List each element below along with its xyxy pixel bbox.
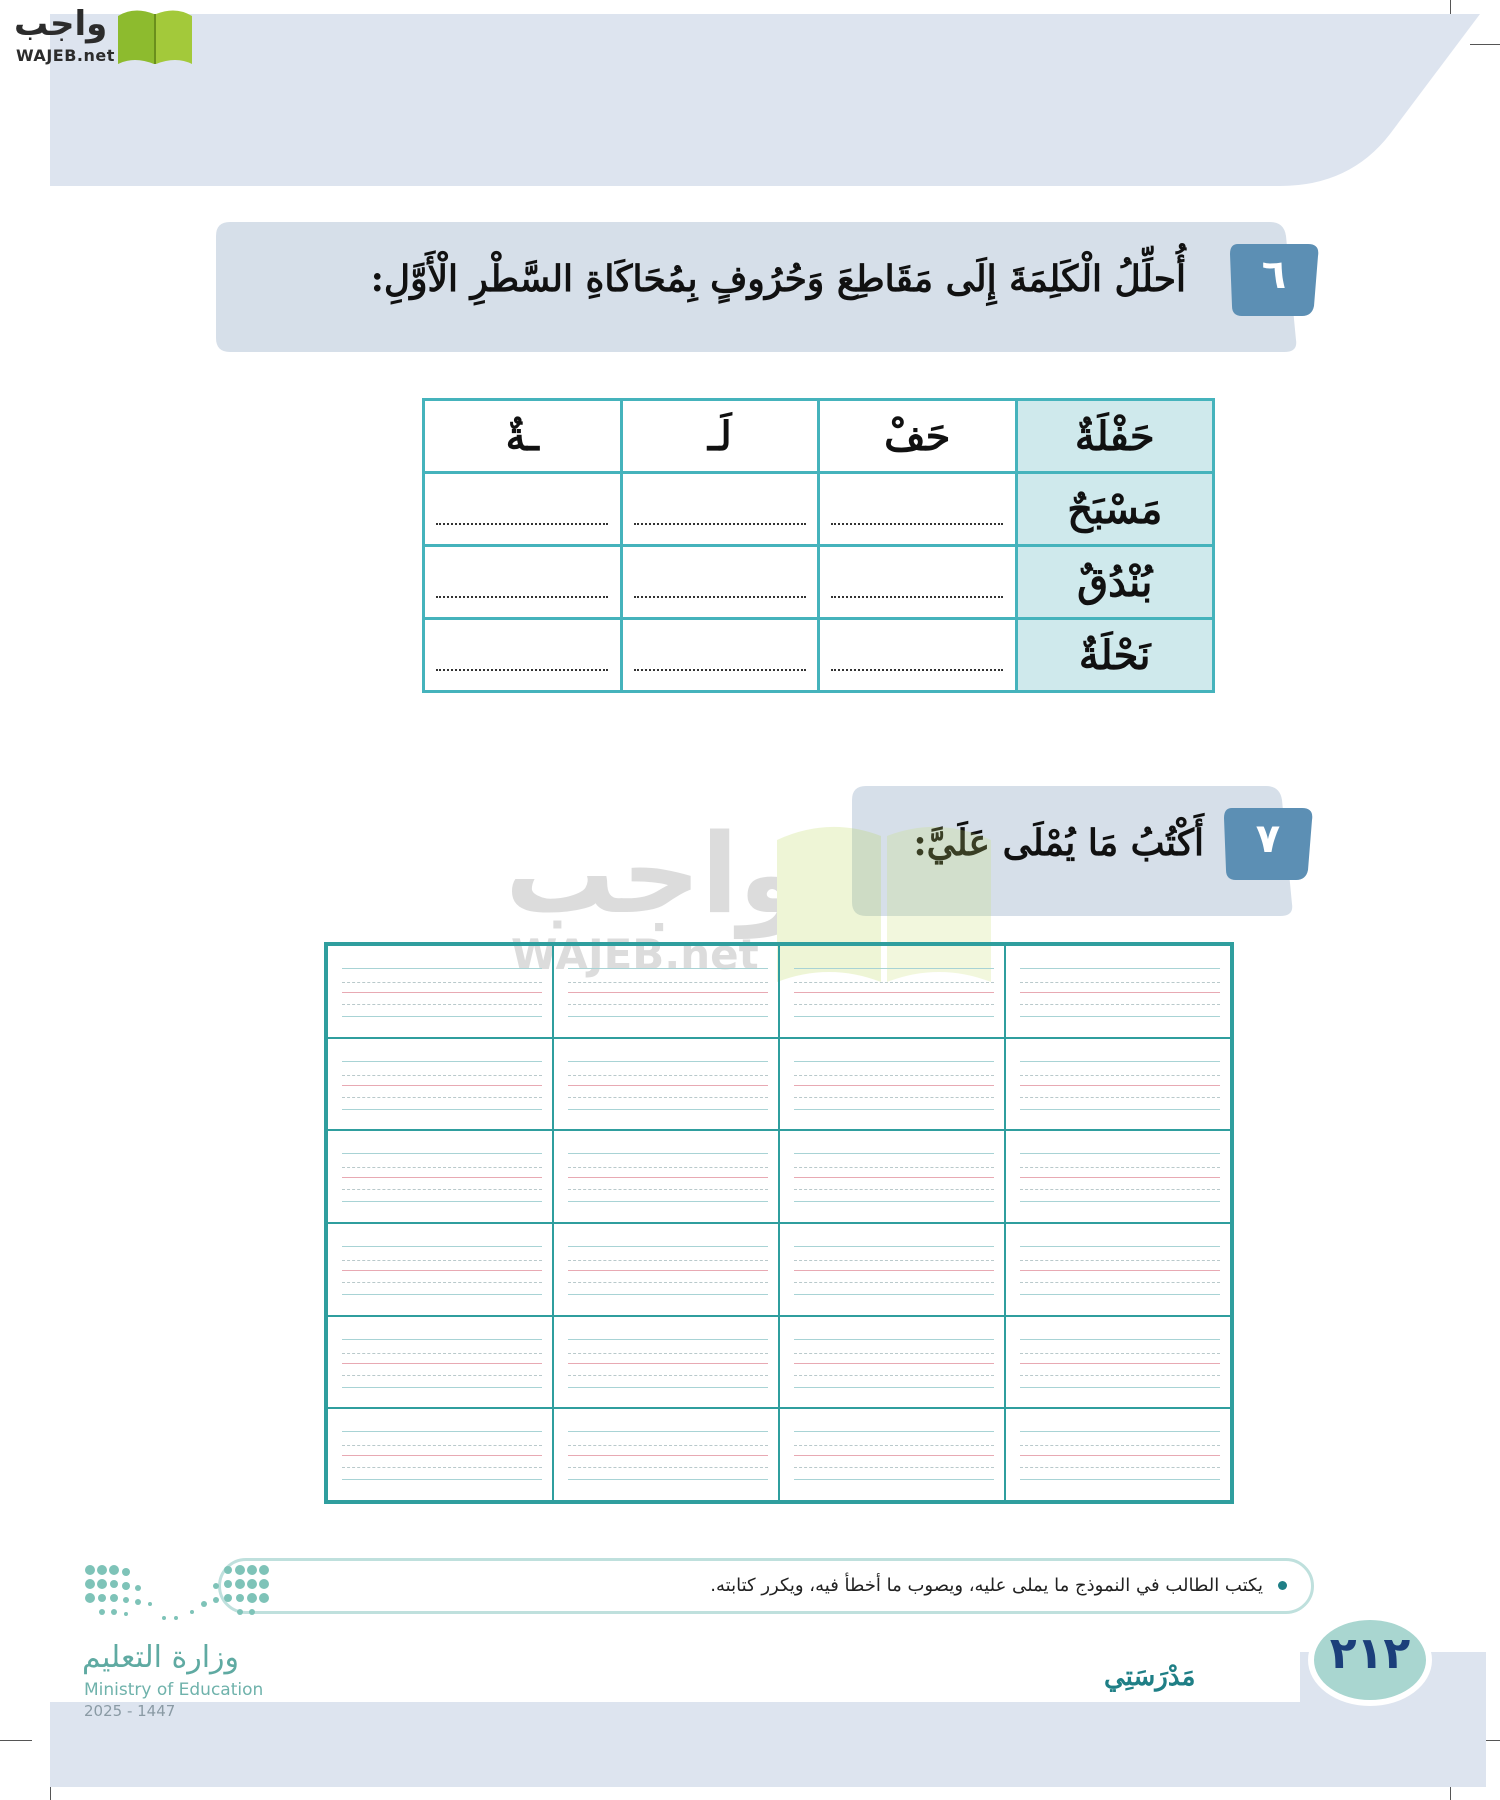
writing-cell[interactable]: [779, 1130, 1005, 1223]
answer-blank[interactable]: [819, 546, 1017, 619]
dictation-writing-grid: [324, 942, 1234, 1504]
writing-cell[interactable]: [553, 1223, 779, 1316]
watermark-latin: WAJEB.net: [511, 930, 759, 979]
answer-blank[interactable]: [424, 473, 622, 546]
syllable-cell: حَفْ: [819, 400, 1017, 473]
word-cell: مَسْبَحٌ: [1016, 473, 1214, 546]
answer-blank[interactable]: [621, 619, 819, 692]
edition-year: 2025 - 1447: [84, 1702, 176, 1720]
writing-cell[interactable]: [553, 1316, 779, 1409]
wajeb-logo: [8, 4, 198, 66]
writing-cell[interactable]: [327, 1038, 553, 1131]
footer-band: [50, 1652, 1486, 1787]
writing-cell[interactable]: [1005, 1316, 1231, 1409]
question6-title: أُحلِّلُ الْكَلِمَةَ إِلَى مَقَاطِعَ وَحُرُوفٍ بِمُحَاكَاةِ السَّطْرِ الْأَوَّلِ:: [370, 258, 1186, 300]
dotted-line: [634, 596, 806, 598]
writing-cell[interactable]: [779, 1038, 1005, 1131]
answer-blank[interactable]: [819, 473, 1017, 546]
writing-cell[interactable]: [327, 1408, 553, 1501]
writing-cell[interactable]: [779, 945, 1005, 1038]
syllable-cell: لَـ: [621, 400, 819, 473]
page-number: ٢١٢: [1329, 1628, 1411, 1679]
answer-blank[interactable]: [424, 546, 622, 619]
writing-cell[interactable]: [1005, 1408, 1231, 1501]
writing-cell[interactable]: [1005, 945, 1231, 1038]
series-name: مَدْرَسَتِي: [1104, 1662, 1196, 1692]
ministry-name-english: Ministry of Education: [84, 1680, 264, 1700]
teacher-note-text: يكتب الطالب في النموذج ما يملى عليه، ويصوب ما أخطأ فيه، ويكرر كتابته.: [710, 1575, 1263, 1596]
logo-arabic: واجب: [14, 4, 108, 44]
ministry-name-arabic: وزارة التعليم: [82, 1640, 240, 1675]
answer-blank[interactable]: [819, 619, 1017, 692]
writing-cell[interactable]: [327, 945, 553, 1038]
writing-cell[interactable]: [327, 1223, 553, 1316]
dotted-line: [831, 523, 1003, 525]
answer-blank[interactable]: [424, 619, 622, 692]
writing-cell[interactable]: [779, 1223, 1005, 1316]
dotted-line: [831, 596, 1003, 598]
syllable-cell: ـةٌ: [424, 400, 622, 473]
writing-cell[interactable]: [779, 1408, 1005, 1501]
table-row: [424, 400, 1214, 473]
question6-banner: [216, 222, 1320, 356]
dotted-line: [634, 669, 806, 671]
writing-cell[interactable]: [327, 1130, 553, 1223]
ministry-dots-logo: [84, 1564, 270, 1626]
writing-cell[interactable]: [1005, 1130, 1231, 1223]
header-band: [50, 14, 1480, 186]
logo-latin: WAJEB.net: [16, 46, 115, 65]
table-row: [424, 473, 1214, 546]
dotted-line: [436, 669, 608, 671]
dotted-line: [831, 669, 1003, 671]
syllable-table: [422, 398, 1215, 693]
watermark-arabic: واجب: [505, 810, 807, 938]
dotted-line: [634, 523, 806, 525]
writing-cell[interactable]: [553, 1130, 779, 1223]
answer-blank[interactable]: [621, 473, 819, 546]
writing-cell[interactable]: [553, 1408, 779, 1501]
question6-number: ٦: [1261, 252, 1287, 298]
writing-cell[interactable]: [1005, 1223, 1231, 1316]
dotted-line: [436, 596, 608, 598]
bullet-icon: [1278, 1581, 1287, 1590]
word-cell: نَحْلَةٌ: [1016, 619, 1214, 692]
writing-cell[interactable]: [553, 1038, 779, 1131]
answer-blank[interactable]: [621, 546, 819, 619]
writing-cell[interactable]: [1005, 1038, 1231, 1131]
word-cell: حَفْلَةٌ: [1016, 400, 1214, 473]
question7-title: أَكْتُبُ مَا يُمْلَى عَلَيَّ:: [913, 822, 1204, 864]
teacher-note: [218, 1558, 1314, 1614]
writing-cell[interactable]: [553, 945, 779, 1038]
word-cell: بُنْدُقٌ: [1016, 546, 1214, 619]
writing-cell[interactable]: [779, 1316, 1005, 1409]
book-icon: [114, 6, 196, 66]
question7-number: ٧: [1255, 816, 1281, 862]
writing-cell[interactable]: [327, 1316, 553, 1409]
dotted-line: [436, 523, 608, 525]
table-row: [424, 546, 1214, 619]
table-row: [424, 619, 1214, 692]
crop-mark: [0, 1740, 32, 1741]
